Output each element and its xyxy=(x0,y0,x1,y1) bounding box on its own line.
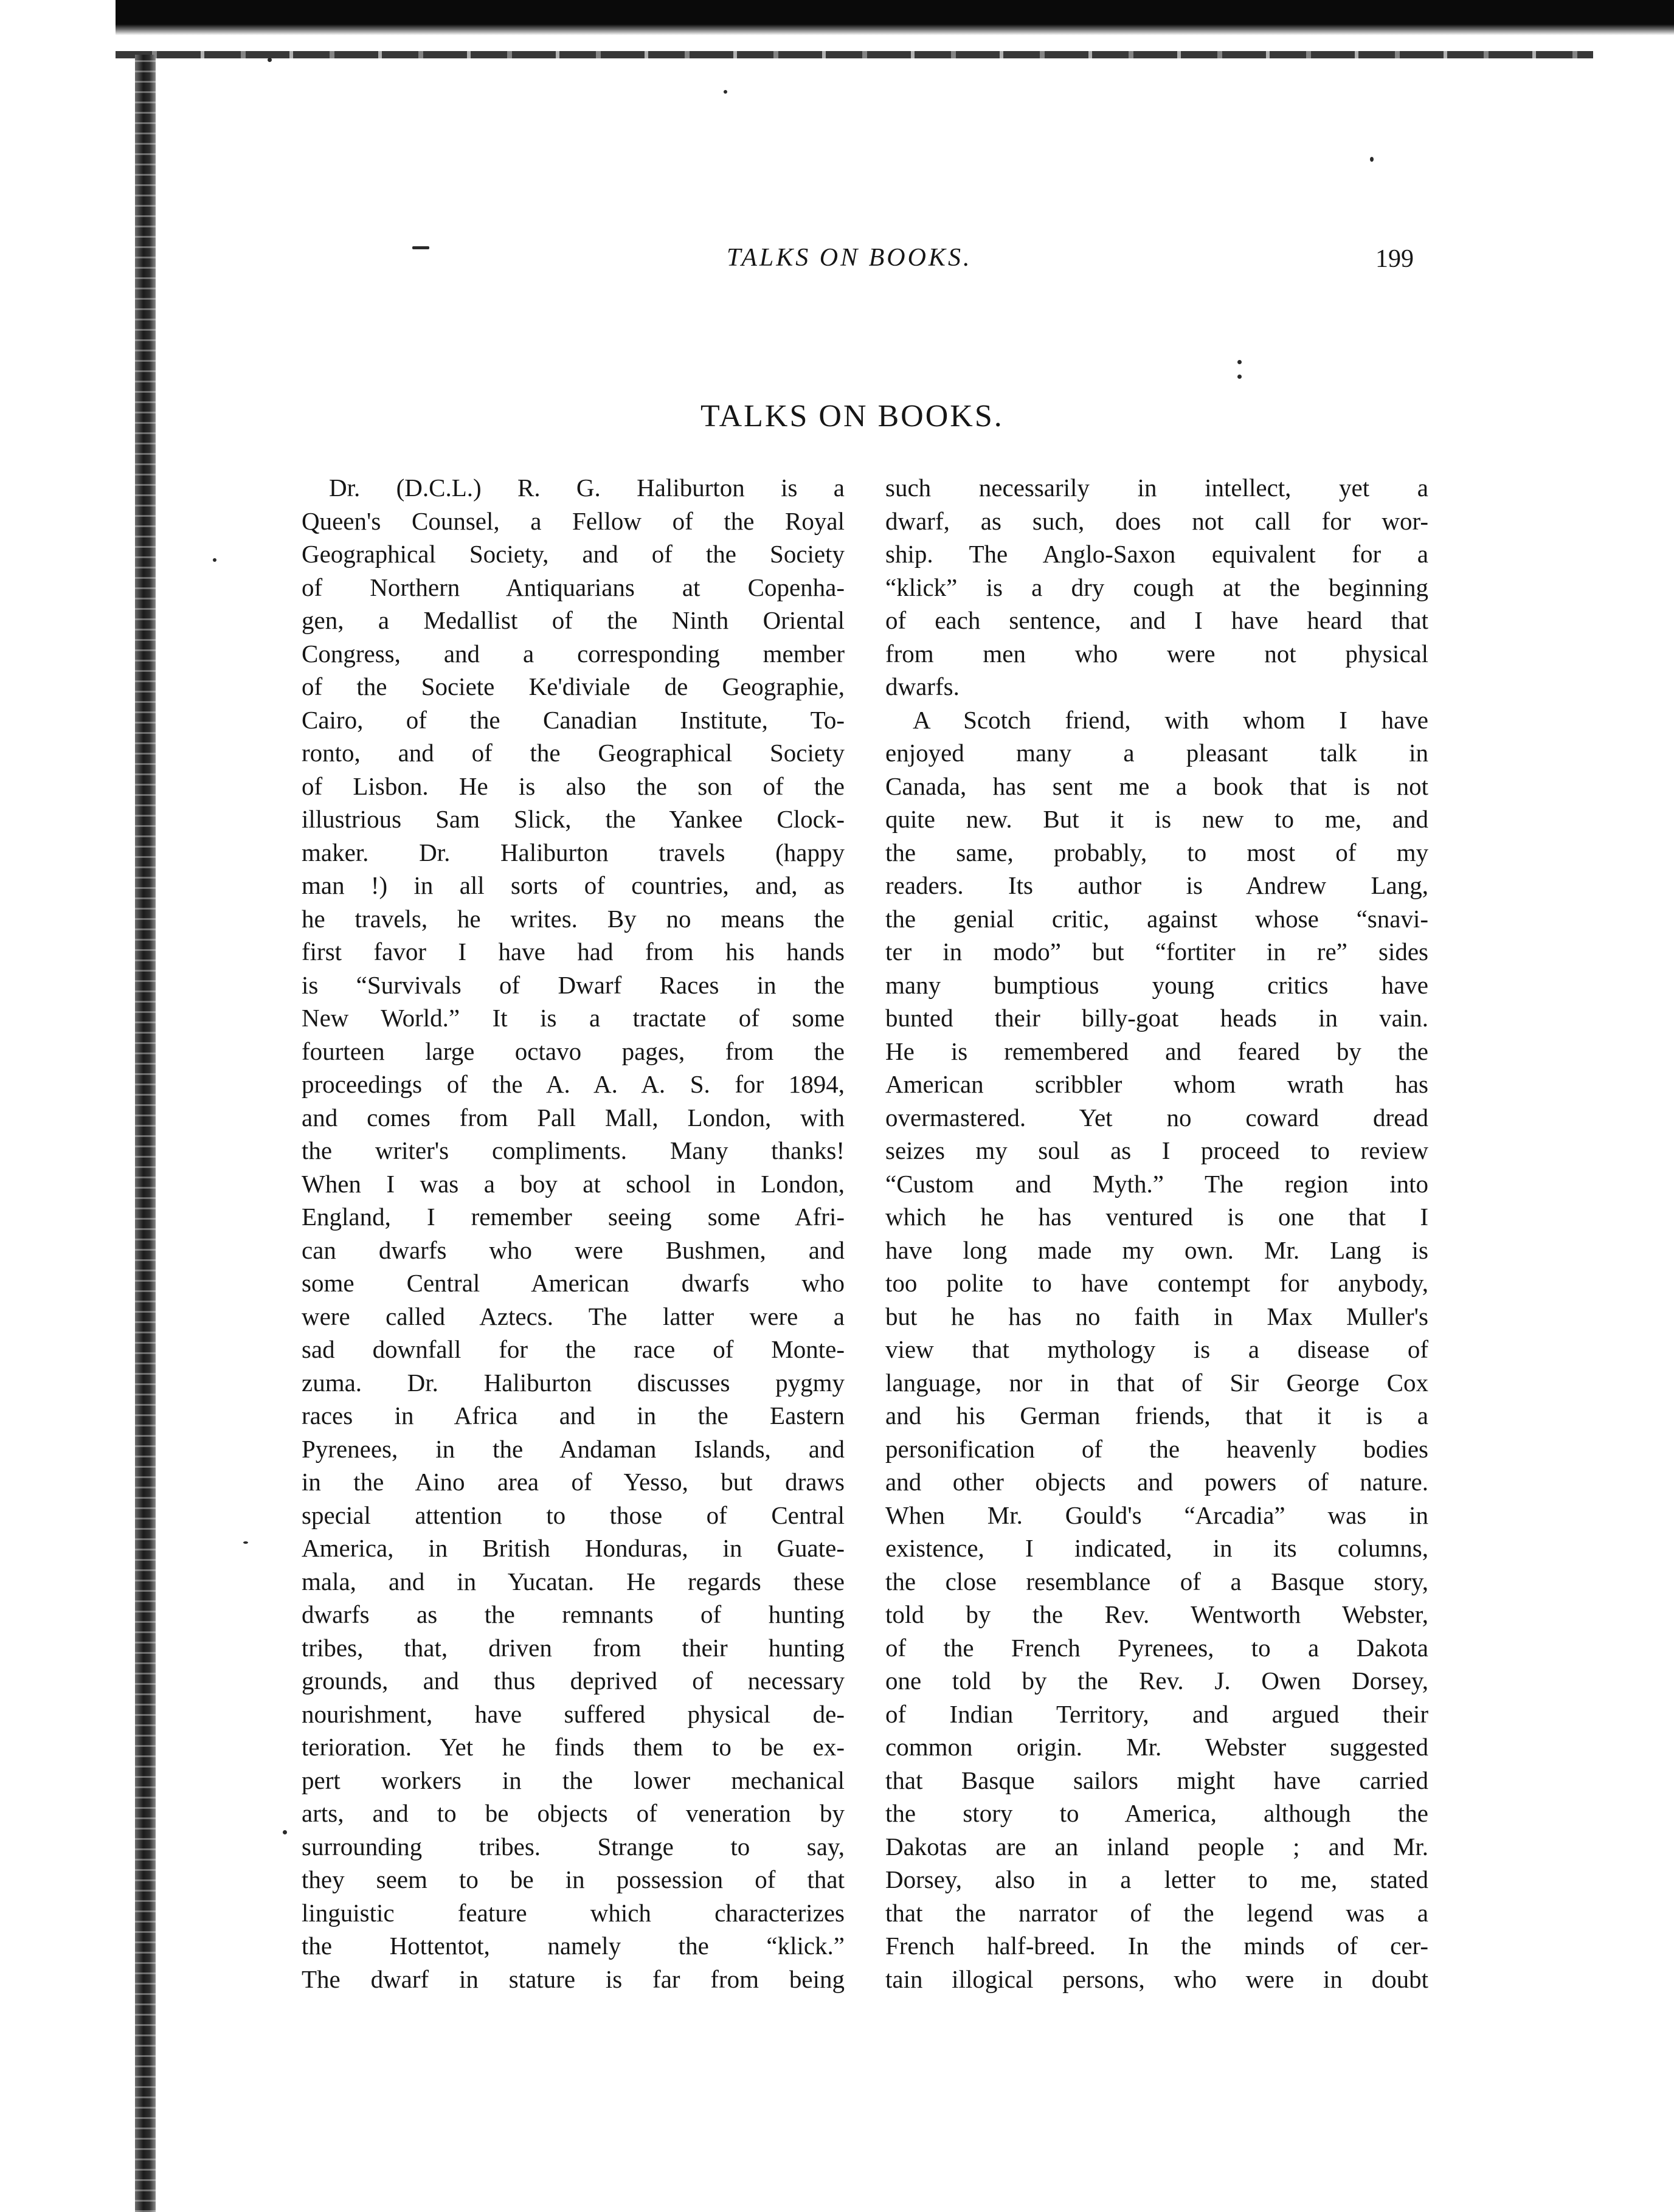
scan-left-binding-edge xyxy=(135,55,156,2212)
text-line: existence, I indicated, in its columns, xyxy=(885,1534,1428,1562)
right-column xyxy=(885,471,1428,1996)
text-line: surrounding tribes. Strange to say, xyxy=(302,1832,845,1861)
text-line: of the French Pyrenees, to a Dakota xyxy=(885,1633,1428,1662)
text-line: New World.” It is a tractate of some xyxy=(302,1004,845,1032)
text-line: the story to America, although the xyxy=(885,1799,1428,1827)
text-line: that the narrator of the legend was a xyxy=(885,1898,1428,1927)
scan-speck xyxy=(283,1830,287,1834)
scan-speck xyxy=(724,90,727,94)
running-head: TALKS ON BOOKS. xyxy=(727,244,972,272)
scan-speck xyxy=(1237,375,1242,379)
text-line: of Northern Antiquarians at Copenha- xyxy=(302,573,845,601)
text-line: Congress, and a corresponding member xyxy=(302,639,845,668)
text-line: overmastered. Yet no coward dread xyxy=(885,1103,1428,1132)
scan-speck xyxy=(1237,360,1242,364)
text-line: Queen's Counsel, a Fellow of the Royal xyxy=(302,506,845,535)
text-line: he travels, he writes. By no means the xyxy=(302,904,845,933)
text-line: man !) in all sorts of countries, and, as xyxy=(302,871,845,899)
text-line: the close resemblance of a Basque story, xyxy=(885,1567,1428,1595)
text-line: in the Aino area of Yesso, but draws xyxy=(302,1468,845,1496)
text-line: tribes, that, driven from their hunting xyxy=(302,1633,845,1662)
text-line: American scribbler whom wrath has xyxy=(885,1070,1428,1098)
scan-top-rule xyxy=(116,51,1593,58)
text-line: A Scotch friend, with whom I have xyxy=(913,705,1428,734)
scan-speck xyxy=(213,558,216,562)
text-line: of Indian Territory, and argued their xyxy=(885,1699,1428,1728)
text-line: England, I remember seeing some Afri- xyxy=(302,1203,845,1231)
scan-speck xyxy=(412,246,429,249)
text-line: races in Africa and in the Eastern xyxy=(302,1402,845,1429)
text-line: language, nor in that of Sir George Cox xyxy=(885,1368,1428,1397)
text-line: common origin. Mr. Webster suggested xyxy=(885,1733,1428,1761)
text-line: The dwarf in stature is far from being xyxy=(302,1965,845,1993)
text-line: maker. Dr. Haliburton travels (happy xyxy=(302,838,845,866)
text-line: special attention to those of Central xyxy=(302,1501,845,1529)
text-line: Cairo, of the Canadian Institute, To- xyxy=(302,705,845,734)
text-line: When Mr. Gould's “Arcadia” was in xyxy=(885,1501,1428,1529)
text-line: dwarfs as the remnants of hunting xyxy=(302,1600,845,1628)
text-line: fourteen large octavo pages, from the xyxy=(302,1037,845,1065)
text-line: Dr. (D.C.L.) R. G. Haliburton is a xyxy=(329,474,845,502)
text-line: grounds, and thus deprived of necessary xyxy=(302,1667,845,1695)
text-line: readers. Its author is Andrew Lang, xyxy=(885,871,1428,899)
text-line: too polite to have contempt for anybody, xyxy=(885,1269,1428,1297)
text-line: “Custom and Myth.” The region into xyxy=(885,1169,1428,1198)
text-line: view that mythology is a disease of xyxy=(885,1335,1428,1363)
left-column xyxy=(302,471,845,1996)
text-line: the genial critic, against whose “snavi- xyxy=(885,904,1428,933)
text-line: linguistic feature which characterizes xyxy=(302,1898,845,1927)
text-line: were called Aztecs. The latter were a xyxy=(302,1302,845,1330)
text-line: illustrious Sam Slick, the Yankee Clock- xyxy=(302,805,845,833)
text-line: from men who were not physical xyxy=(885,639,1428,668)
text-line: tain illogical persons, who were in doubt xyxy=(885,1965,1428,1993)
text-line: and other objects and powers of nature. xyxy=(885,1468,1428,1496)
text-line: America, in British Honduras, in Guate- xyxy=(302,1534,845,1562)
text-line: the same, probably, to most of my xyxy=(885,838,1428,866)
text-line: they seem to be in possession of that xyxy=(302,1865,845,1893)
text-line: and his German friends, that it is a xyxy=(885,1402,1428,1429)
scan-top-border xyxy=(116,0,1674,35)
text-line: Canada, has sent me a book that is not xyxy=(885,772,1428,800)
text-line: When I was a boy at school in London, xyxy=(302,1169,845,1198)
text-line: quite new. But it is new to me, and xyxy=(885,805,1428,833)
page-number: 199 xyxy=(1375,245,1414,273)
text-line: nourishment, have suffered physical de- xyxy=(302,1699,845,1728)
text-line: ter in modo” but “fortiter in re” sides xyxy=(885,938,1428,966)
text-line: French half-breed. In the minds of cer- xyxy=(885,1932,1428,1960)
text-line: Geographical Society, and of the Society xyxy=(302,540,845,568)
text-line: “klick” is a dry cough at the beginning xyxy=(885,573,1428,601)
text-line: ship. The Anglo-Saxon equivalent for a xyxy=(885,540,1428,568)
text-line: Pyrenees, in the Andaman Islands, and xyxy=(302,1434,845,1463)
text-line: which he has ventured is one that I xyxy=(885,1203,1428,1231)
text-line: but he has no faith in Max Muller's xyxy=(885,1302,1428,1330)
text-line: one told by the Rev. J. Owen Dorsey, xyxy=(885,1667,1428,1695)
text-line: enjoyed many a pleasant talk in xyxy=(885,739,1428,767)
scan-speck xyxy=(243,1541,248,1544)
text-line: terioration. Yet he finds them to be ex- xyxy=(302,1733,845,1761)
text-line: sad downfall for the race of Monte- xyxy=(302,1335,845,1363)
scan-speck xyxy=(268,58,272,62)
text-line: of each sentence, and I have heard that xyxy=(885,606,1428,634)
text-line: He is remembered and feared by the xyxy=(885,1037,1428,1065)
text-line: ronto, and of the Geographical Society xyxy=(302,739,845,767)
text-line: can dwarfs who were Bushmen, and xyxy=(302,1236,845,1264)
text-line: the Hottentot, namely the “klick.” xyxy=(302,1932,845,1960)
text-line: mala, and in Yucatan. He regards these xyxy=(302,1567,845,1595)
text-line: proceedings of the A. A. A. S. for 1894, xyxy=(302,1070,845,1098)
text-line: dwarf, as such, does not call for wor- xyxy=(885,506,1428,535)
article-title: TALKS ON BOOKS. xyxy=(700,399,1004,434)
text-line: personification of the heavenly bodies xyxy=(885,1434,1428,1463)
text-line: Dorsey, also in a letter to me, stated xyxy=(885,1865,1428,1893)
text-line: Dakotas are an inland people ; and Mr. xyxy=(885,1832,1428,1861)
text-line: many bumptious young critics have xyxy=(885,970,1428,999)
text-line: of the Societe Ke'diviale de Geographie, xyxy=(302,672,845,700)
text-line: first favor I have had from his hands xyxy=(302,938,845,966)
text-line: bunted their billy-goat heads in vain. xyxy=(885,1004,1428,1032)
text-line: seizes my soul as I proceed to review xyxy=(885,1136,1428,1164)
text-line: the writer's compliments. Many thanks! xyxy=(302,1136,845,1164)
text-line: zuma. Dr. Haliburton discusses pygmy xyxy=(302,1368,845,1397)
scan-speck xyxy=(1370,157,1374,162)
text-line: some Central American dwarfs who xyxy=(302,1269,845,1297)
text-line: pert workers in the lower mechanical xyxy=(302,1766,845,1794)
text-line: of Lisbon. He is also the son of the xyxy=(302,772,845,800)
text-line: gen, a Medallist of the Ninth Oriental xyxy=(302,606,845,634)
text-line: have long made my own. Mr. Lang is xyxy=(885,1236,1428,1264)
text-line: dwarfs. xyxy=(885,672,960,700)
text-line: is “Survivals of Dwarf Races in the xyxy=(302,970,845,999)
text-line: that Basque sailors might have carried xyxy=(885,1766,1428,1794)
text-line: and comes from Pall Mall, London, with xyxy=(302,1103,845,1132)
text-line: arts, and to be objects of veneration by xyxy=(302,1799,845,1827)
text-line: such necessarily in intellect, yet a xyxy=(885,474,1428,502)
text-line: told by the Rev. Wentworth Webster, xyxy=(885,1600,1428,1628)
